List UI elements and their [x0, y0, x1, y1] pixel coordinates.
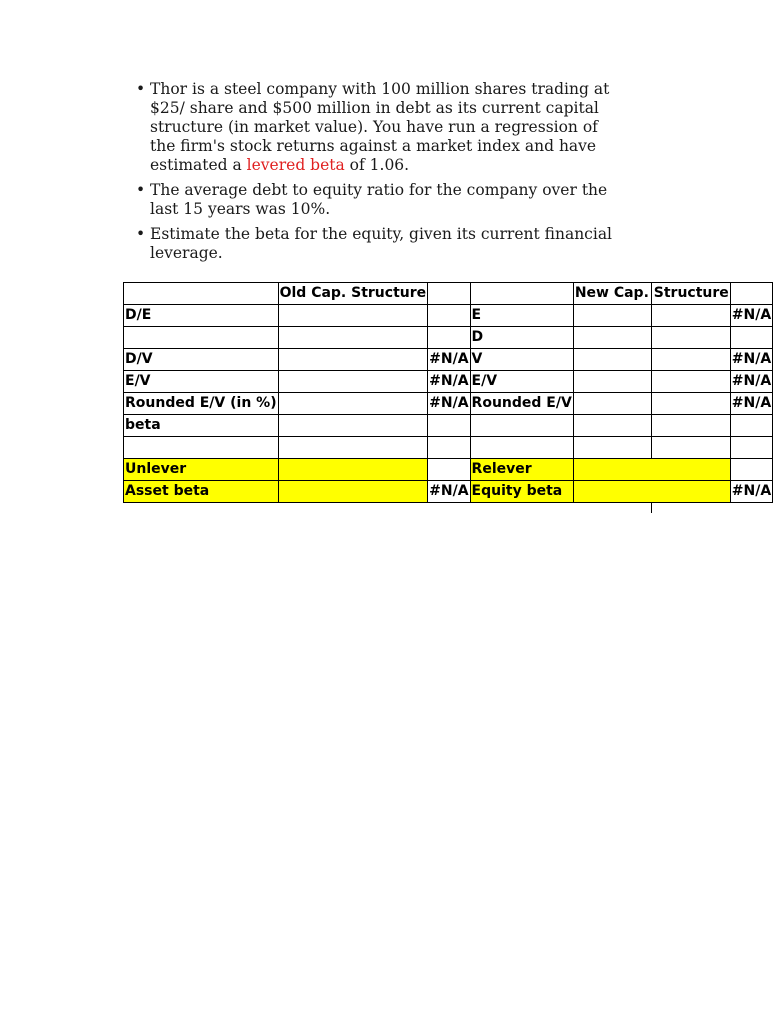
header-row [124, 283, 773, 305]
row-label[interactable] [124, 327, 279, 349]
table-row [124, 371, 773, 393]
row-label[interactable]: Rounded E/V [470, 393, 573, 415]
cell[interactable]: #N/A [428, 371, 470, 393]
old-cap-structure-header[interactable]: Old Cap. Structure [278, 283, 428, 305]
cell[interactable] [428, 459, 470, 481]
table-row [124, 327, 773, 349]
cell[interactable] [573, 305, 730, 327]
cell[interactable] [730, 437, 772, 459]
cell[interactable]: #N/A [428, 393, 470, 415]
cell[interactable]: #N/A [730, 371, 772, 393]
row-label[interactable]: beta [124, 415, 279, 437]
bullet-dot: • [136, 181, 146, 199]
cell[interactable] [428, 437, 470, 459]
levered-beta-highlight: levered beta [246, 156, 345, 174]
cell[interactable]: #N/A [730, 349, 772, 371]
bullet-item-1 [134, 80, 614, 175]
bullet-text-before: Thor is a steel company with 100 million shares trading at $25/ share and $500 million in debt as its current capital structure (in market value). You have run a regression of the firm's stock returns against a market index and have estimated a [150, 80, 610, 174]
table-row [124, 415, 773, 437]
row-label[interactable] [470, 415, 573, 437]
cell[interactable] [278, 415, 428, 437]
cell[interactable] [278, 393, 428, 415]
cell[interactable] [428, 283, 470, 305]
bullet-dot: • [136, 80, 146, 98]
table-row [124, 393, 773, 415]
row-label[interactable]: E [470, 305, 573, 327]
cell[interactable]: #N/A [730, 393, 772, 415]
cell[interactable] [278, 349, 428, 371]
cell[interactable] [428, 327, 470, 349]
cell[interactable] [730, 327, 772, 349]
row-label[interactable]: D/E [124, 305, 279, 327]
row-label[interactable]: D/V [124, 349, 279, 371]
cell[interactable] [573, 371, 730, 393]
cell[interactable] [573, 349, 730, 371]
cell[interactable] [428, 305, 470, 327]
equity-beta-value[interactable]: #N/A [730, 481, 772, 503]
equity-beta-label[interactable]: Equity beta [470, 481, 573, 503]
row-label[interactable]: Rounded E/V (in %) [124, 393, 279, 415]
cell[interactable] [278, 437, 428, 459]
row-label[interactable] [470, 437, 573, 459]
cell[interactable] [278, 305, 428, 327]
cell[interactable]: #N/A [730, 305, 772, 327]
table-row [124, 481, 773, 503]
table-row [124, 459, 773, 481]
cell[interactable] [278, 327, 428, 349]
bullet-text-after: of 1.06. [344, 156, 410, 174]
new-cap-structure-header[interactable]: New Cap. Structure [573, 283, 730, 305]
cell[interactable] [573, 437, 730, 459]
cell[interactable] [278, 459, 428, 481]
cell[interactable]: #N/A [428, 349, 470, 371]
cell[interactable] [573, 459, 730, 481]
row-label[interactable] [124, 437, 279, 459]
asset-beta-label[interactable]: Asset beta [124, 481, 279, 503]
row-label[interactable]: D [470, 327, 573, 349]
relever-label[interactable]: Relever [470, 459, 573, 481]
row-label[interactable]: E/V [124, 371, 279, 393]
capital-structure-grid [123, 282, 773, 503]
table-row [124, 349, 773, 371]
table-row [124, 437, 773, 459]
cell[interactable] [428, 415, 470, 437]
problem-statement [134, 80, 614, 269]
bullet-item-2 [134, 181, 614, 219]
cell[interactable] [730, 459, 772, 481]
row-label[interactable]: E/V [470, 371, 573, 393]
cell[interactable] [730, 283, 772, 305]
unlever-label[interactable]: Unlever [124, 459, 279, 481]
cell[interactable] [278, 481, 428, 503]
cell[interactable] [278, 371, 428, 393]
bullet-item-3 [134, 225, 614, 263]
cell[interactable] [573, 481, 730, 503]
table-row [124, 305, 773, 327]
bullet-text: The average debt to equity ratio for the company over the last 15 years was 10%. [150, 181, 608, 218]
cell[interactable] [124, 283, 279, 305]
row-label[interactable]: V [470, 349, 573, 371]
cell[interactable] [573, 327, 730, 349]
cell[interactable] [573, 393, 730, 415]
asset-beta-value[interactable]: #N/A [428, 481, 470, 503]
spreadsheet-table [123, 282, 772, 513]
cell[interactable] [730, 415, 772, 437]
bullet-text: Estimate the beta for the equity, given its current financial leverage. [150, 225, 613, 262]
cell[interactable] [470, 283, 573, 305]
bullet-dot: • [136, 225, 146, 243]
cell[interactable] [573, 415, 730, 437]
